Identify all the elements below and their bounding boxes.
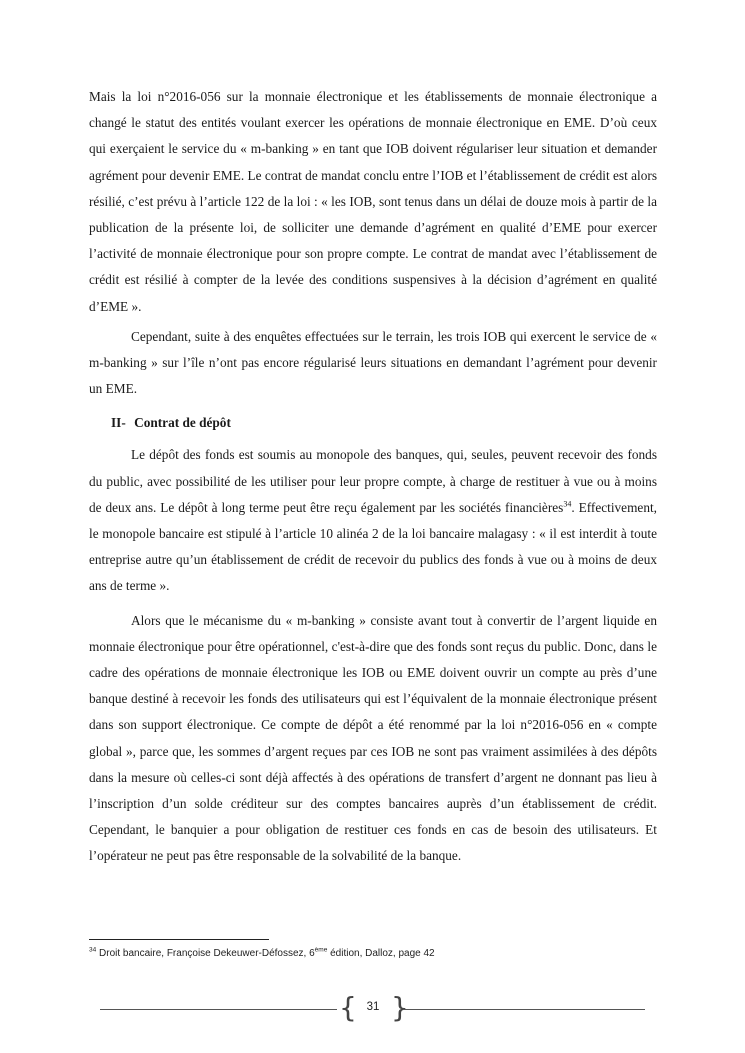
footnote-text-1: Droit bancaire, Françoise Dekeuwer-Défossez, 6	[96, 948, 315, 959]
footnote-separator	[89, 939, 269, 940]
footer-brace-close: }	[391, 991, 409, 1024]
footnote-number: 34	[89, 946, 97, 954]
paragraph-enquetes: Cependant, suite à des enquêtes effectuées sur le terrain, les trois IOB qui exercent le service de « m-banking » sur l’île n’ont pas encore régularisé leurs situations en demandant l’agrément pour devenir un EME.	[89, 328, 657, 397]
paragraph-m-banking: Alors que le mécanisme du « m-banking » consiste avant tout à convertir de l’argent liquide en monnaie électronique pour être opérationnel, c'est-à-dire que des fonds sont reçus du public. Donc, dans le cadre des opérations de monnaie électronique les IOB ou EME doivent ouvrir un compte au près d’une banque destiné à recevoir les fonds des utilisateurs qui est l’équivalent de la monnaie électronique présent dans son support électronique. Ce compte de dépôt a été renommé par la loi n°2016-056 en « compte global », parce que, les sommes d’argent reçues par ces IOB ne sont pas vraiment assimilées à des dépôts dans la mesure où celles-ci sont déjà affectés à des opérations de transfert d’argent ne donnant pas lieu à l’inscription d’un solde créditeur sur des comptes bancaires auprès d’un établissement de crédit. Cependant, le banquier a pour obligation de restituer ces fonds en cas de besoin des utilisateurs. Et l’opérateur ne peut pas être responsable de la solvabilité de la banque.	[89, 612, 657, 864]
section-number: II-	[111, 415, 126, 431]
paragraph-loi-2016-056: Mais la loi n°2016-056 sur la monnaie électronique et les établissements de monnaie électronique a changé le statut des entités voulant exercer les opérations de monnaie électronique en EME. D’où ceux qui exerçaient le service du « m-banking » en tant que IOB doivent régulariser leur situation et demander agrément pour devenir EME. Le contrat de mandat conclu entre l’IOB et l’établissement de crédit est alors résilié, c’est prévu à l’article 122 de la loi : « les IOB, sont tenus dans un délai de douze mois à partir de la publication de la présente loi, de solliciter une demande d’agrément en qualité d’EME pour exercer l’activité de monnaie électronique pour son propre compte. Le contrat de mandat avec l’établissement de crédit est résilié à compter de la levée des conditions suspensives à la décision d’agrément en qualité d’EME ».	[89, 89, 657, 314]
footer-rule-right	[403, 1009, 645, 1010]
footnote-edition-sup: ème	[314, 946, 328, 954]
footnote-reference[interactable]: 34	[563, 499, 572, 509]
page-number: 31	[366, 1001, 380, 1013]
section-title: Contrat de dépôt	[134, 415, 231, 431]
paragraph-depot-fonds	[89, 442, 657, 599]
section-heading	[89, 410, 657, 436]
footnote-text-2: édition, Dalloz, page 42	[327, 948, 435, 959]
page-footer	[100, 991, 645, 1026]
paragraph-depot-fonds-text-1: Le dépôt des fonds est soumis au monopole des banques, qui, seules, peuvent recevoir des fonds du public, avec possibilité de les utiliser pour leur propre compte, à charge de restituer à vue ou à moins de deux ans. Le dépôt à long terme peut être reçu également par les sociétés financières	[89, 447, 657, 515]
page-body	[89, 84, 657, 870]
footnote	[89, 948, 435, 959]
paragraph-depot-fonds-text-2: . Effectivement, le monopole bancaire est stipulé à l’article 10 alinéa 2 de la loi bancaire malagasy : « il est interdit à toute entreprise autre qu’un établissement de crédit de recevoir du publics des fonds à vue ou à moins de deux ans de terme ».	[89, 499, 657, 594]
footer-rule-left	[100, 1009, 337, 1010]
footer-brace-open: {	[339, 991, 357, 1024]
